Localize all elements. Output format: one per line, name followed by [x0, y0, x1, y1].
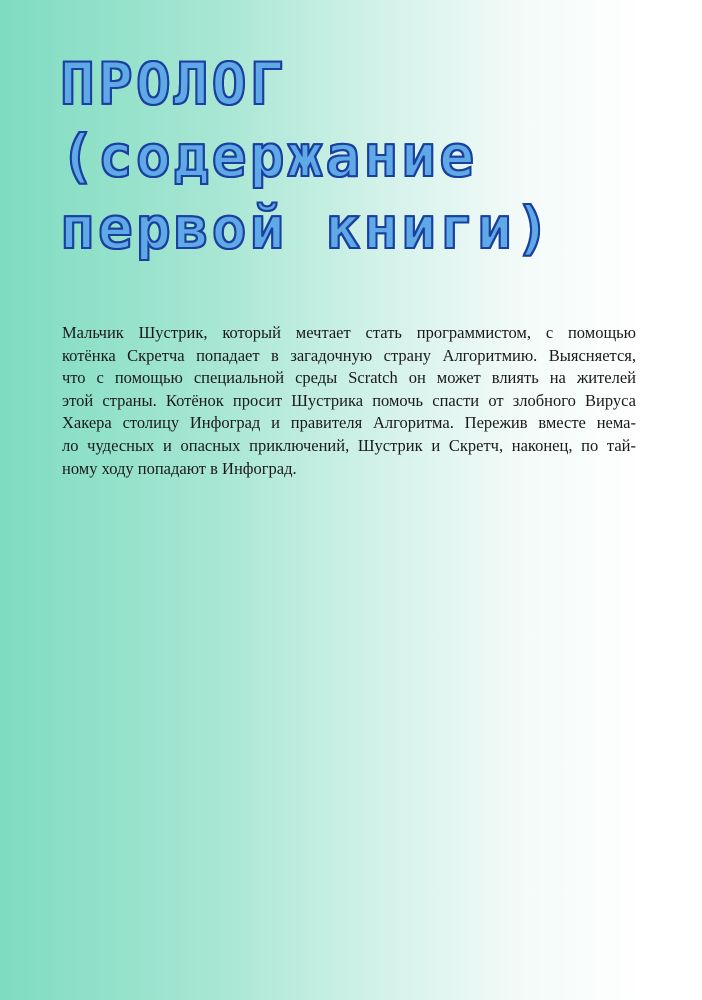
paragraph-line: Мальчик Шустрик, который мечтает стать программистом, с помощью [62, 323, 636, 342]
paragraph-line: этой страны. Котёнок просит Шустрика помочь спасти от злобного Вируса [62, 390, 636, 410]
prologue-paragraph [62, 322, 636, 480]
chapter-title [60, 48, 680, 264]
chapter-title-line: ПРОЛОГ [60, 50, 288, 118]
chapter-title-line: (содержание [60, 122, 478, 190]
chapter-title-line: первой книги) [60, 194, 553, 262]
paragraph-line: ному ходу попадают в Инфоград. [62, 458, 297, 478]
paragraph-line: котёнка Скретча попадает в загадочную страну Алгоритмию. Выясняется, [62, 345, 636, 365]
paragraph-line: Хакера столицу Инфоград и правителя Алгоритма. Пережив вместе нема- [62, 413, 636, 433]
paragraph-line: ло чудесных и опасных приключений, Шустрик и Скретч, наконец, по тай- [62, 435, 636, 455]
paragraph-line: что с помощью специальной среды Scratch он может влиять на жителей [62, 368, 636, 388]
